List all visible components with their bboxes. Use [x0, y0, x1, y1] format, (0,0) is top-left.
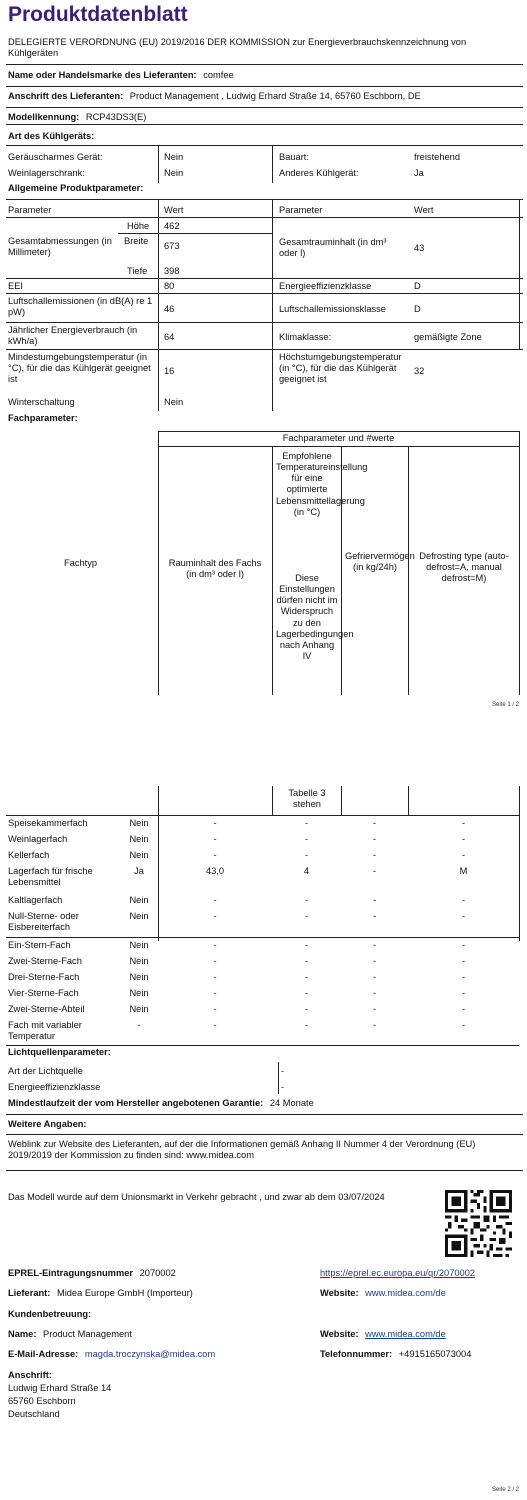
- max-temp-label: Höchstumgebungstemperatur (in °C), für die das Kühlgerät geeignet ist: [279, 352, 402, 385]
- model-row: [8, 112, 146, 123]
- general-col-param-2: Parameter: [279, 205, 323, 215]
- compartment-temp: -: [304, 940, 309, 950]
- compartment-present: Nein: [129, 956, 149, 966]
- further-heading: Weitere Angaben:: [8, 1119, 87, 1129]
- compartment-freeze: -: [372, 1004, 377, 1014]
- eprel-link[interactable]: https://eprel.ec.europa.eu/qr/2070002: [320, 1268, 476, 1278]
- supplier-address-row: [8, 91, 421, 102]
- supplier-name-label: Name oder Handelsmarke des Lieferanten:: [8, 70, 197, 80]
- compartments-group-header: Fachparameter und #werte: [282, 433, 395, 443]
- compartment-present: Nein: [129, 911, 149, 921]
- regulation-text: DELEGIERTE VERORDNUNG (EU) 2019/2016 DER KOMMISSION zur Energieverbrauchskennzeichnung von Kühlgeräten: [8, 37, 467, 59]
- lieferant-label: Lieferant:: [8, 1288, 51, 1298]
- compartment-present: Nein: [129, 895, 149, 905]
- winter-label: Winterschaltung: [8, 397, 75, 407]
- model-value: RCP43DS3(E): [85, 112, 147, 122]
- warranty-label: Mindestlaufzeit der vom Hersteller angebotenen Garantie:: [8, 1098, 264, 1108]
- service-phone-label: Telefonnummer:: [320, 1349, 393, 1359]
- type-heading: Art des Kühlgeräts:: [8, 131, 95, 141]
- compartment-temp: -: [304, 895, 309, 905]
- compartment-volume: -: [213, 972, 217, 982]
- compartment-present: Nein: [129, 1004, 149, 1014]
- compartment-temp: 4: [303, 866, 310, 876]
- row-wine-label: Weinlagerschrank:: [8, 168, 85, 178]
- compartment-temp: -: [304, 988, 309, 998]
- compartment-freeze: -: [372, 940, 377, 950]
- winter-value: Nein: [164, 397, 184, 407]
- service-website-label: Website:: [320, 1329, 359, 1339]
- compartments-col-defrost: Defrosting type (auto-defrost=A, manual defrost=M): [419, 551, 509, 584]
- compartment-defrost: M: [459, 866, 468, 876]
- compartment-temp: -: [304, 1004, 309, 1014]
- compartments-col-temp-a: Empfohlene Temperatureinstellung für eine optimierte Lebensmittellagerung (in °C): [276, 451, 368, 517]
- compartment-freeze: -: [372, 834, 377, 844]
- qr-code-icon: [445, 1190, 512, 1257]
- compartment-temp: -: [304, 1020, 309, 1030]
- compartment-freeze: -: [372, 956, 377, 966]
- compartments-col-type: Fachtyp: [63, 558, 98, 568]
- general-col-value: Wert: [164, 205, 184, 215]
- eprel-value: 2070002: [139, 1268, 176, 1278]
- compartment-volume: -: [213, 911, 217, 921]
- compartment-defrost: -: [461, 911, 466, 921]
- volume-value: 43: [414, 243, 425, 253]
- compartment-name: Vier-Sterne-Fach: [8, 988, 79, 998]
- compartment-defrost: -: [461, 850, 466, 860]
- height-label: Höhe: [127, 221, 150, 231]
- compartment-present: Nein: [129, 940, 149, 950]
- light-class-value: -: [281, 1082, 285, 1092]
- compartment-temp: -: [304, 972, 309, 982]
- compartment-freeze: -: [372, 895, 377, 905]
- compartment-volume: 43,0: [205, 866, 225, 876]
- row-other-label: Anderes Kühlgerät:: [279, 168, 359, 178]
- compartment-defrost: -: [461, 1004, 466, 1014]
- compartment-defrost: -: [461, 895, 466, 905]
- energy-value: 64: [164, 332, 175, 342]
- compartments-col-freeze: Gefriervermögen (in kg/24h): [345, 551, 415, 573]
- light-type-value: -: [281, 1066, 285, 1076]
- compartment-name: Weinlagerfach: [8, 834, 68, 844]
- compartment-volume: -: [213, 988, 217, 998]
- compartment-freeze: -: [372, 818, 377, 828]
- service-heading: Kundenbetreuung:: [8, 1309, 92, 1319]
- climate-label: Klimaklasse:: [279, 332, 332, 342]
- noise-label: Luftschallemissionen (in dB(A) re 1 pW): [8, 296, 153, 318]
- compartment-volume: -: [213, 895, 217, 905]
- warranty-row: [8, 1098, 314, 1109]
- service-website-row: [320, 1329, 446, 1340]
- service-phone-row: [320, 1349, 471, 1360]
- noise-class-label: Luftschallemissionsklasse: [279, 304, 386, 314]
- further-text: Weblink zur Website des Lieferanten, auf der die Informationen gemäß Anhang II Nummer 4 der Verordnung (EU) 2019/2019 der Kommission zu finden sind: www.midea.com: [8, 1139, 476, 1161]
- compartment-present: -: [137, 1020, 141, 1030]
- compartment-name: Lagerfach für frische Lebensmittel: [8, 866, 93, 888]
- compartment-present: Nein: [129, 834, 149, 844]
- width-label: Breite: [124, 236, 149, 246]
- light-type-label: Art der Lichtquelle: [8, 1066, 83, 1076]
- depth-value: 398: [164, 266, 180, 276]
- compartment-present: Ja: [134, 866, 144, 876]
- dims-label: Gesamtabmessungen (in Millimeter): [8, 236, 112, 258]
- eprel-label: EPREL-Eintragungsnummer: [8, 1268, 134, 1278]
- compartments-col-temp-c: Tabelle 3 stehen: [288, 788, 326, 810]
- model-label: Modellkennung:: [8, 112, 80, 122]
- height-value: 462: [164, 221, 180, 231]
- max-temp-value: 32: [414, 366, 425, 376]
- compartments-col-temp-b: Diese Einstellungen dürfen nicht im Widerspruch zu den Lagerbedingungen nach Anhang IV: [276, 573, 354, 662]
- supplier-address-label: Anschrift des Lieferanten:: [8, 91, 124, 101]
- climate-value: gemäßigte Zone: [414, 332, 482, 342]
- row-wine-value: Nein: [164, 168, 184, 178]
- compartment-volume: -: [213, 940, 217, 950]
- supplier-address-value: Product Management , Ludwig Erhard Straße 14, 65760 Eschborn, DE: [129, 91, 421, 101]
- energy-label: Jährlicher Energieverbrauch (in kWh/a): [8, 325, 138, 347]
- row-bauart-label: Bauart:: [279, 152, 309, 162]
- service-email-link[interactable]: magda.troczynska@midea.com: [84, 1349, 216, 1359]
- service-email-row: [8, 1349, 215, 1360]
- compartment-name: Kaltlagerfach: [8, 895, 63, 905]
- compartment-freeze: -: [372, 1020, 377, 1030]
- service-address-line1: Ludwig Erhard Straße 14: [8, 1383, 112, 1393]
- compartment-freeze: -: [372, 850, 377, 860]
- compartment-defrost: -: [461, 1020, 466, 1030]
- compartment-volume: -: [213, 1004, 217, 1014]
- compartment-name: Kellerfach: [8, 850, 50, 860]
- general-heading: Allgemeine Produktparameter:: [8, 183, 144, 193]
- compartment-temp: -: [304, 834, 309, 844]
- compartment-present: Nein: [129, 818, 149, 828]
- lieferant-row: [8, 1288, 193, 1299]
- page-title: Produktdatenblatt: [8, 3, 188, 26]
- depth-label: Tiefe: [127, 266, 148, 276]
- warranty-value: 24 Monate: [269, 1098, 314, 1108]
- compartment-name: Zwei-Sterne-Abteil: [8, 1004, 85, 1014]
- eei-value: 80: [164, 281, 175, 291]
- min-temp-value: 16: [164, 366, 175, 376]
- service-name-label: Name:: [8, 1329, 37, 1339]
- market-text: Das Modell wurde auf dem Unionsmarkt in Verkehr gebracht , und zwar ab dem 03/07/2024: [8, 1192, 385, 1202]
- compartment-name: Zwei-Sterne-Fach: [8, 956, 82, 966]
- compartment-present: Nein: [129, 972, 149, 982]
- row-quiet-label: Geräuscharmes Gerät:: [8, 152, 103, 162]
- supplier-name-value: comfee: [203, 70, 234, 80]
- eprel-row: [8, 1268, 176, 1279]
- noise-value: 46: [164, 304, 175, 314]
- compartment-name: Fach mit variabler Temperatur: [8, 1020, 82, 1042]
- service-name-row: [8, 1329, 132, 1340]
- compartment-volume: -: [213, 834, 217, 844]
- compartment-temp: -: [304, 850, 309, 860]
- service-address-line2: 65760 Eschborn: [8, 1396, 76, 1406]
- eclass-label: Energieeffizienzklasse: [279, 281, 372, 291]
- volume-label: Gesamtrauminhalt (in dm³ oder l): [279, 237, 387, 259]
- service-name-value: Product Management: [43, 1329, 132, 1339]
- compartment-freeze: -: [372, 988, 377, 998]
- page-number-1: Seite 1 / 2: [492, 702, 520, 708]
- service-address-line3: Deutschland: [8, 1409, 60, 1419]
- compartment-present: Nein: [129, 988, 149, 998]
- compartment-name: Ein-Stern-Fach: [8, 940, 71, 950]
- lieferant-website-row: [320, 1288, 446, 1299]
- page-number-2: Seite 2 / 2: [492, 1487, 520, 1493]
- service-phone-value: +4915165073004: [398, 1349, 472, 1359]
- lieferant-website-link[interactable]: www.midea.com/de: [365, 1288, 446, 1298]
- service-email-label: E-Mail-Adresse:: [8, 1349, 79, 1359]
- compartment-defrost: -: [461, 972, 466, 982]
- lieferant-value: Midea Europe GmbH (Importeur): [56, 1288, 193, 1298]
- eei-label: EEI: [8, 281, 23, 291]
- compartment-present: Nein: [129, 850, 149, 860]
- service-address-label: Anschrift:: [8, 1370, 52, 1380]
- general-col-param: Parameter: [8, 205, 52, 215]
- compartment-freeze: -: [372, 866, 377, 876]
- compartment-temp: -: [304, 911, 309, 921]
- compartment-volume: -: [213, 850, 217, 860]
- row-other-value: Ja: [414, 168, 424, 178]
- min-temp-label: Mindestumgebungstemperatur (in °C), für die das Kühlgerät geeignet ist: [8, 352, 151, 385]
- lieferant-website-label: Website:: [320, 1288, 359, 1298]
- compartment-defrost: -: [461, 834, 466, 844]
- general-col-value-2: Wert: [414, 205, 434, 215]
- compartments-heading: Fachparameter:: [8, 413, 78, 423]
- compartment-volume: -: [213, 818, 217, 828]
- supplier-name-row: [8, 70, 234, 81]
- width-value: 673: [164, 241, 180, 251]
- compartment-name: Null-Sterne- oder Eisbereiterfach: [8, 911, 79, 933]
- row-bauart-value: freistehend: [414, 152, 460, 162]
- compartment-name: Speisekammerfach: [8, 818, 88, 828]
- row-quiet-value: Nein: [164, 152, 184, 162]
- compartment-defrost: -: [461, 956, 466, 966]
- compartment-temp: -: [304, 818, 309, 828]
- service-website-link[interactable]: www.midea.com/de: [365, 1329, 446, 1339]
- compartment-volume: -: [213, 956, 217, 966]
- compartment-name: Drei-Sterne-Fach: [8, 972, 80, 982]
- compartment-volume: -: [213, 1020, 217, 1030]
- compartment-defrost: -: [461, 818, 466, 828]
- compartment-defrost: -: [461, 988, 466, 998]
- compartment-temp: -: [304, 956, 309, 966]
- noise-class-value: D: [414, 304, 421, 314]
- light-heading: Lichtquellenparameter:: [8, 1047, 111, 1057]
- light-class-label: Energieeffizienzklasse: [8, 1082, 101, 1092]
- compartments-col-volume: Rauminhalt des Fachs (in dm³ oder l): [168, 558, 262, 580]
- compartment-freeze: -: [372, 972, 377, 982]
- compartment-freeze: -: [372, 911, 377, 921]
- eclass-value: D: [414, 281, 421, 291]
- compartment-defrost: -: [461, 940, 466, 950]
